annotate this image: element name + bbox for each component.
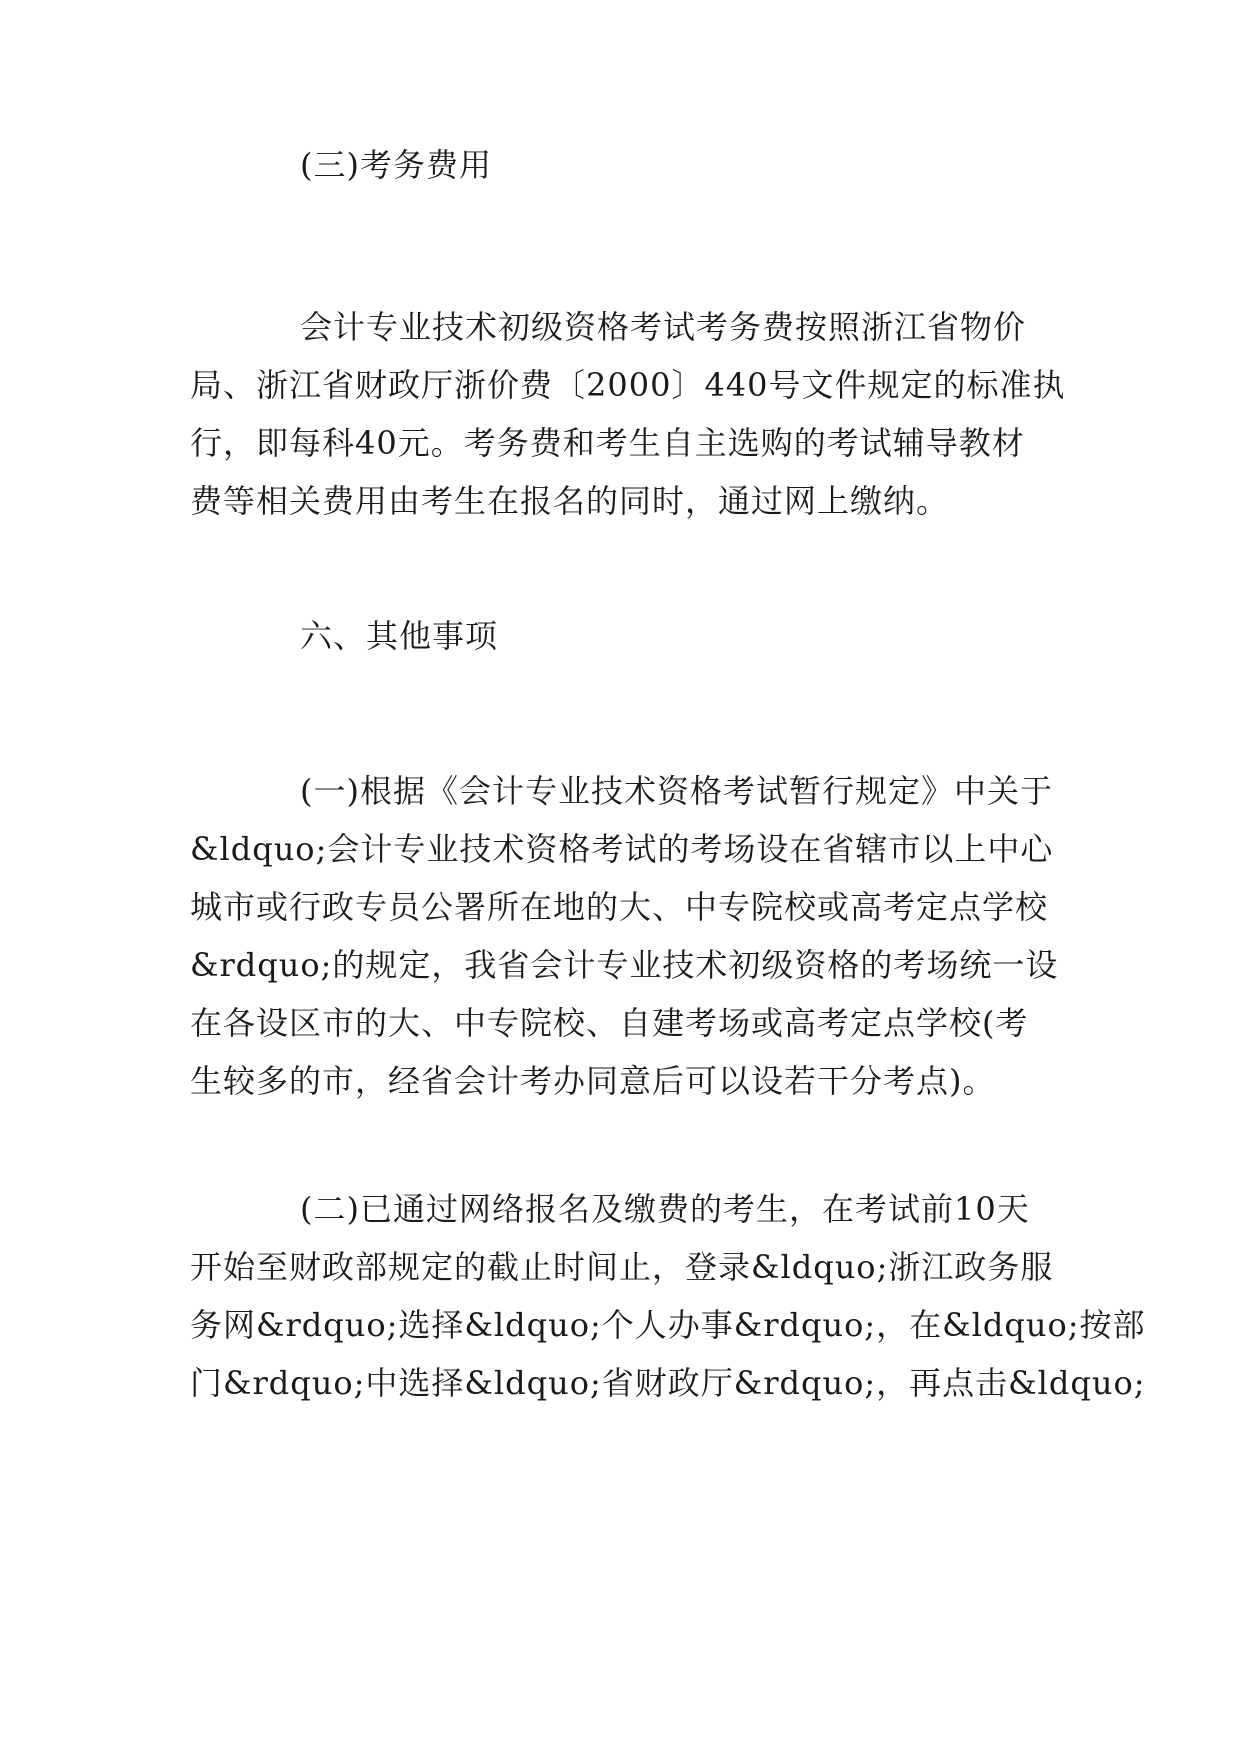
item-two-line: 务网&rdquo;选择&ldquo;个人办事&rdquo;，在&ldquo;按部 bbox=[190, 1306, 1146, 1344]
item-one-paragraph bbox=[190, 762, 1059, 1110]
item-one-line: 在各设区市的大、中专院校、自建考场或高考定点学校(考 bbox=[190, 1004, 1029, 1042]
item-one-line: 生较多的市，经省会计考办同意后可以设若干分考点)。 bbox=[190, 1062, 996, 1100]
item-two-line: 开始至财政部规定的截止时间止，登录&ldquo;浙江政务服 bbox=[190, 1248, 1054, 1286]
item-one-line: &rdquo;的规定，我省会计专业技术初级资格的考场统一设 bbox=[190, 946, 1059, 984]
section-heading-other-matters: 六、其他事项 bbox=[300, 617, 499, 655]
item-two-line: (二)已通过网络报名及缴费的考生，在考试前10天 bbox=[300, 1190, 1030, 1228]
fee-paragraph-line: 费等相关费用由考生在报名的同时，通过网上缴纳。 bbox=[190, 482, 950, 520]
fee-paragraph-line: 行，即每科40元。考务费和考生自主选购的考试辅导教材 bbox=[190, 424, 1025, 462]
fee-paragraph-line: 会计专业技术初级资格考试考务费按照浙江省物价 bbox=[300, 308, 1027, 346]
item-two-line: 门&rdquo;中选择&ldquo;省财政厅&rdquo;，再点击&ldquo; bbox=[190, 1364, 1146, 1402]
item-one-line: 城市或行政专员公署所在地的大、中专院校或高考定点学校 bbox=[190, 888, 1049, 926]
item-two-paragraph bbox=[190, 1180, 1146, 1412]
fee-paragraph bbox=[190, 298, 1066, 530]
item-one-line: (一)根据《会计专业技术资格考试暂行规定》中关于 bbox=[300, 772, 1053, 810]
item-one-line: &ldquo;会计专业技术资格考试的考场设在省辖市以上中心 bbox=[190, 830, 1054, 868]
section-heading-exam-fees: (三)考务费用 bbox=[300, 146, 492, 184]
fee-paragraph-line: 局、浙江省财政厅浙价费〔2000〕440号文件规定的标准执 bbox=[190, 366, 1066, 404]
